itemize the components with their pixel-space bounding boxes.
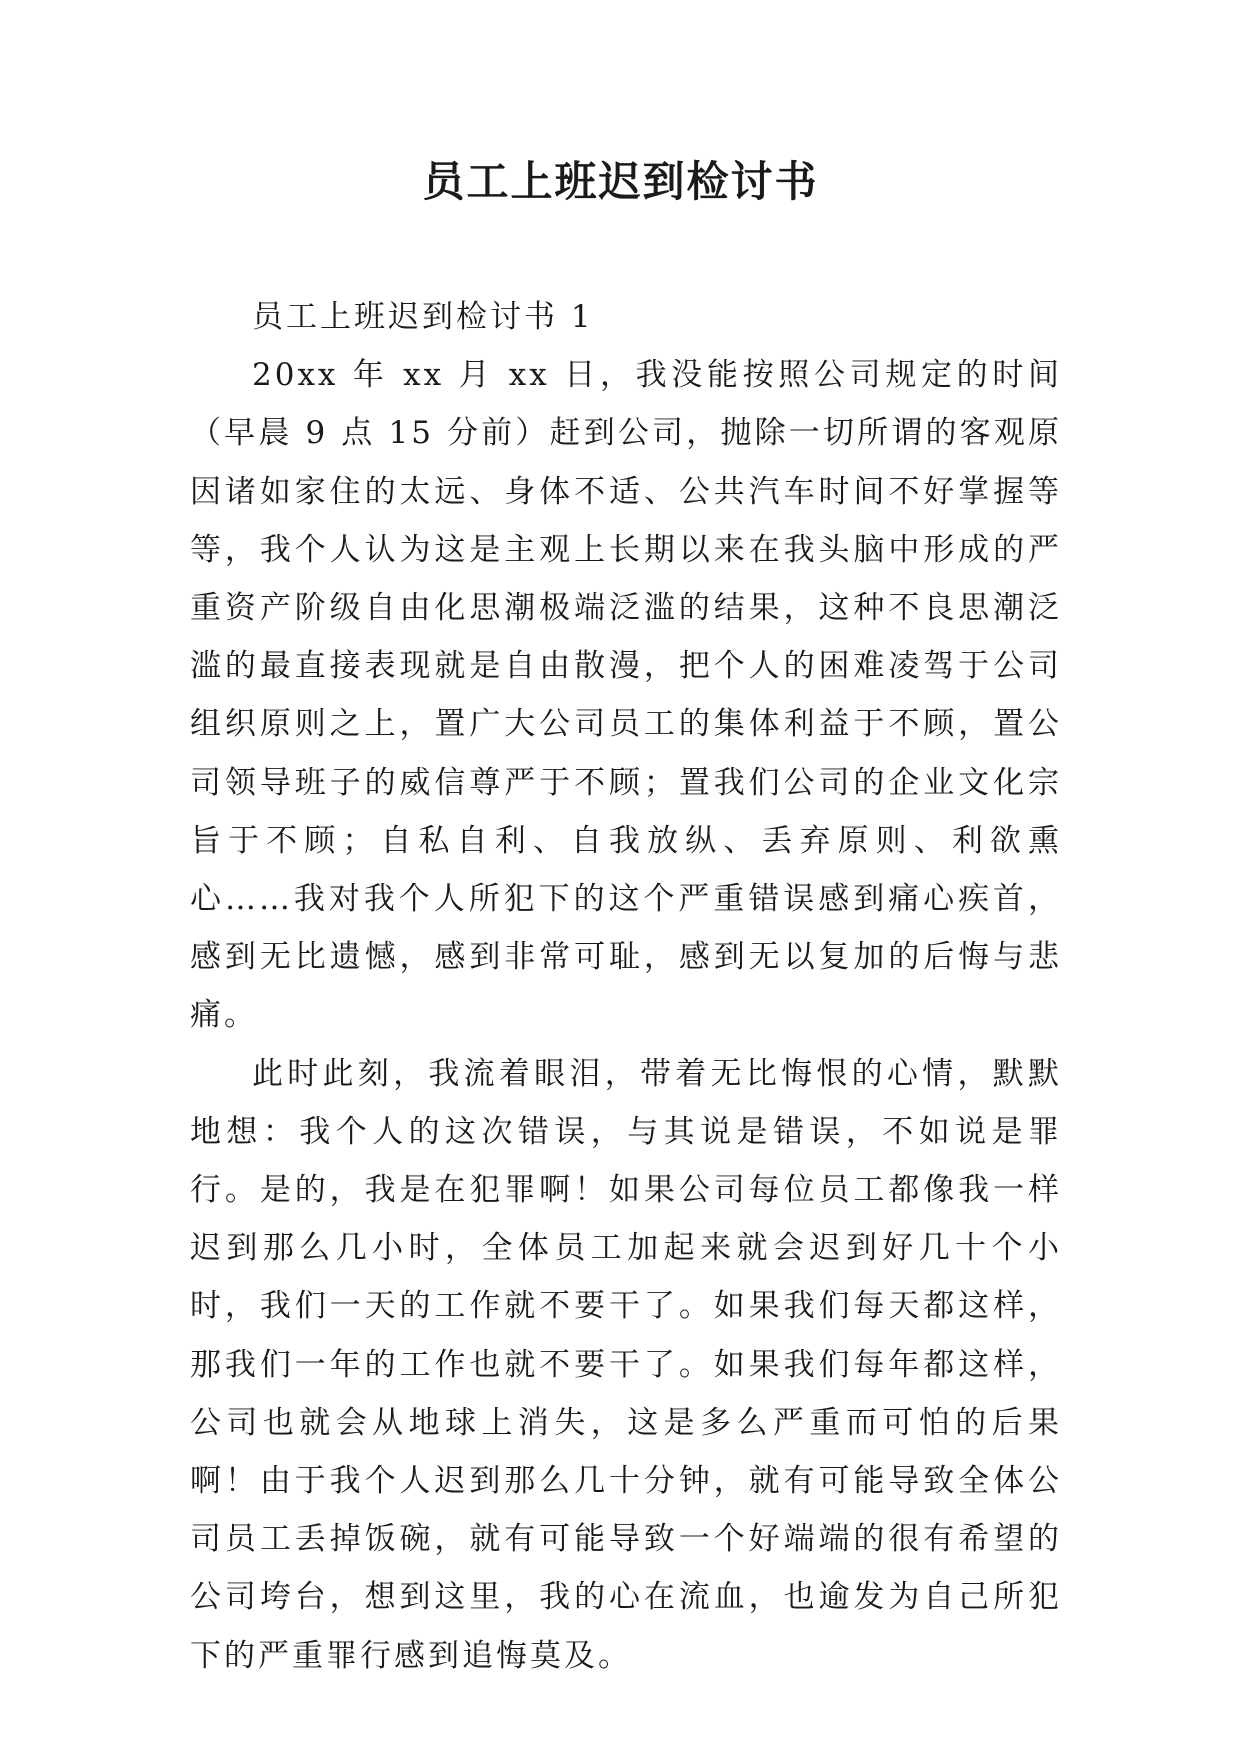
- section-heading: 员工上班迟到检讨书 1: [252, 299, 594, 335]
- document-title: 员工上班迟到检讨书: [422, 157, 819, 206]
- paragraph-2: 此时此刻，我流着眼泪，带着无比悔恨的心情，默默地想：我个人的这次错误，与其说是错误，不如说是罪行。是的，我是在犯罪啊！如果公司每位员工都像我一样迟到那么几小时，全体员工加起来就会迟到好几十个小时，我们一天的工作就不要干了。如果我们每天都这样，那我们一年的工作也就不要干了。如果我们每年都这样，公司也就会从地球上消失，这是多么严重而可怕的后果啊！由于我个人迟到那么几十分钟，就有可能导致全体公司员工丢掉饭碗，就有可能导致一个好端端的很有希望的公司垮台，想到这里，我的心在流血，也逾发为自己所犯下的严重罪行感到追悔莫及。: [190, 1055, 1062, 1674]
- paragraph-1: 20xx 年 xx 月 xx 日，我没能按照公司规定的时间（早晨 9 点 15 分前）赶到公司，抛除一切所谓的客观原因诸如家住的太远、身体不适、公共汽车时间不好掌握等等，我个人认为这是主观上长期以来在我头脑中形成的严重资产阶级自由化思潮极端泛滥的结果，这种不良思潮泛滥的最直接表现就是自由散漫，把个人的困难凌驾于公司组织原则之上，置广大公司员工的集体利益于不顾，置公司领导班子的威信尊严于不顾；置我们公司的企业文化宗旨于不顾；自私自利、自我放纵、丢弃原则、利欲熏心……我对我个人所犯下的这个严重错误感到痛心疾首，感到无比遗憾，感到非常可耻，感到无以复加的后悔与悲痛。: [190, 357, 1062, 1034]
- document-body: [190, 288, 1062, 1685]
